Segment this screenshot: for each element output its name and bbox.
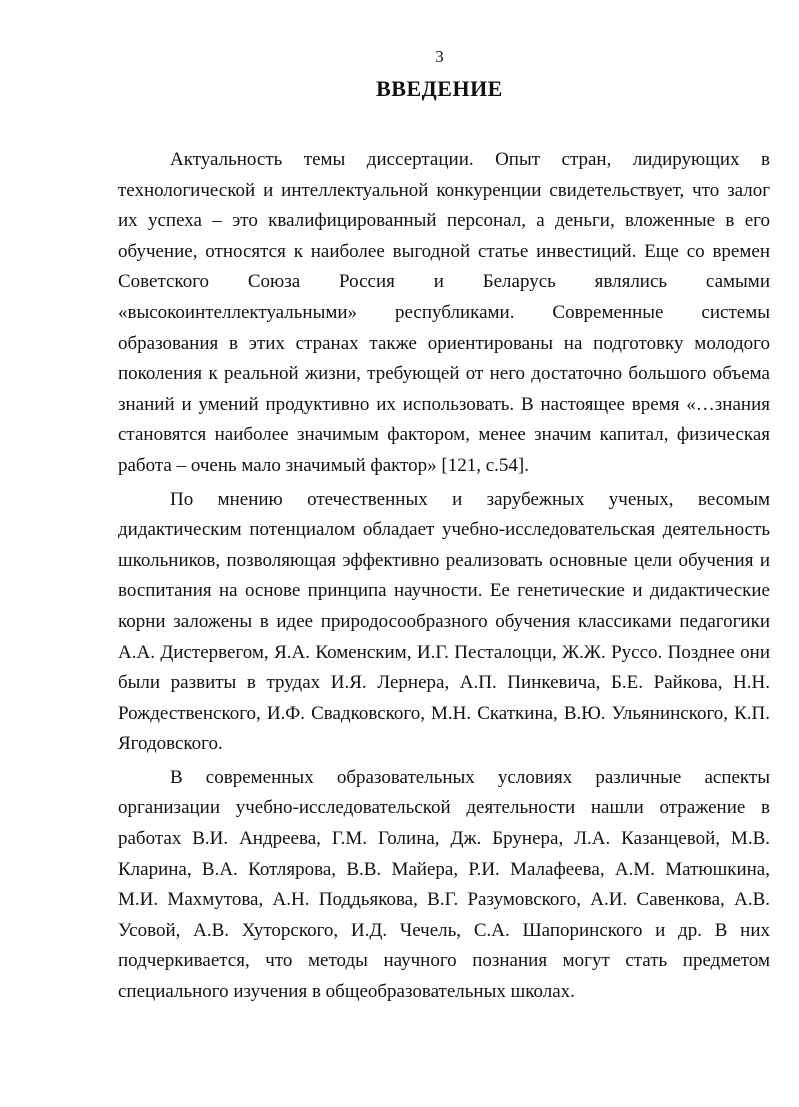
- paragraph-modern-conditions: В современных образовательных условиях различные аспекты организации учебно-исследовательской деятельности нашли отражение в работах В.И. Андреева, Г.М. Голина, Дж. Брунера, Л.А. Казанцевой, М.В. Кларина, В.А. Котлярова, В.В. Майера, Р.И. Малафеева, А.М. Матюшкина, М.И. Махмутова, А.Н. Поддьякова, В.Г. Разумовского, А.И. Савенкова, А.В. Усовой, А.В. Хуторского, И.Д. Чечель, С.А. Шапоринского и др. В них подчеркивается, что методы научного познания могут стать предметом специального изучения в общеобразовательных школах.: [118, 766, 770, 1003]
- body-text: [118, 145, 770, 1008]
- paragraph-research-potential: По мнению отечественных и зарубежных ученых, весомым дидактическим потенциалом обладает учебно-исследовательская деятельность школьников, позволяющая эффективно реализовать основные цели обучения и воспитания на основе принципа научности. Ее генетические и дидактические корни заложены в идее природосообразного обучения классиками педагогики А.А. Дистервегом, Я.А. Коменским, И.Г. Песталоцци, Ж.Ж. Руссо. Позднее они были развиты в трудах И.Я. Лернера, А.П. Пинкевича, Б.Е. Райкова, Н.Н. Рождественского, И.Ф. Свадковского, М.Н. Скаткина, В.Ю. Ульянинского, К.П. Ягодовского.: [118, 488, 770, 755]
- paragraph-relevance: Актуальность темы диссертации. Опыт стран, лидирующих в технологической и интеллектуальной конкуренции свидетельствует, что залог их успеха – это квалифицированный персонал, а деньги, вложенные в его обучение, относятся к наиболее выгодной статье инвестиций. Еще со времен Советского Союза Россия и Беларусь являлись самыми «высокоинтеллектуальными» республиками. Современные системы образования в этих странах также ориентированы на подготовку молодого поколения к реальной жизни, требующей от него достаточно большого объема знаний и умений продуктивно их использовать. В настоящее время «…знания становятся наиболее значимым фактором, менее значим капитал, физическая работа – очень мало значимый фактор» [121, с.54].: [118, 149, 770, 476]
- page-number: 3: [435, 47, 444, 66]
- section-title: ВВЕДЕНИЕ: [376, 76, 503, 101]
